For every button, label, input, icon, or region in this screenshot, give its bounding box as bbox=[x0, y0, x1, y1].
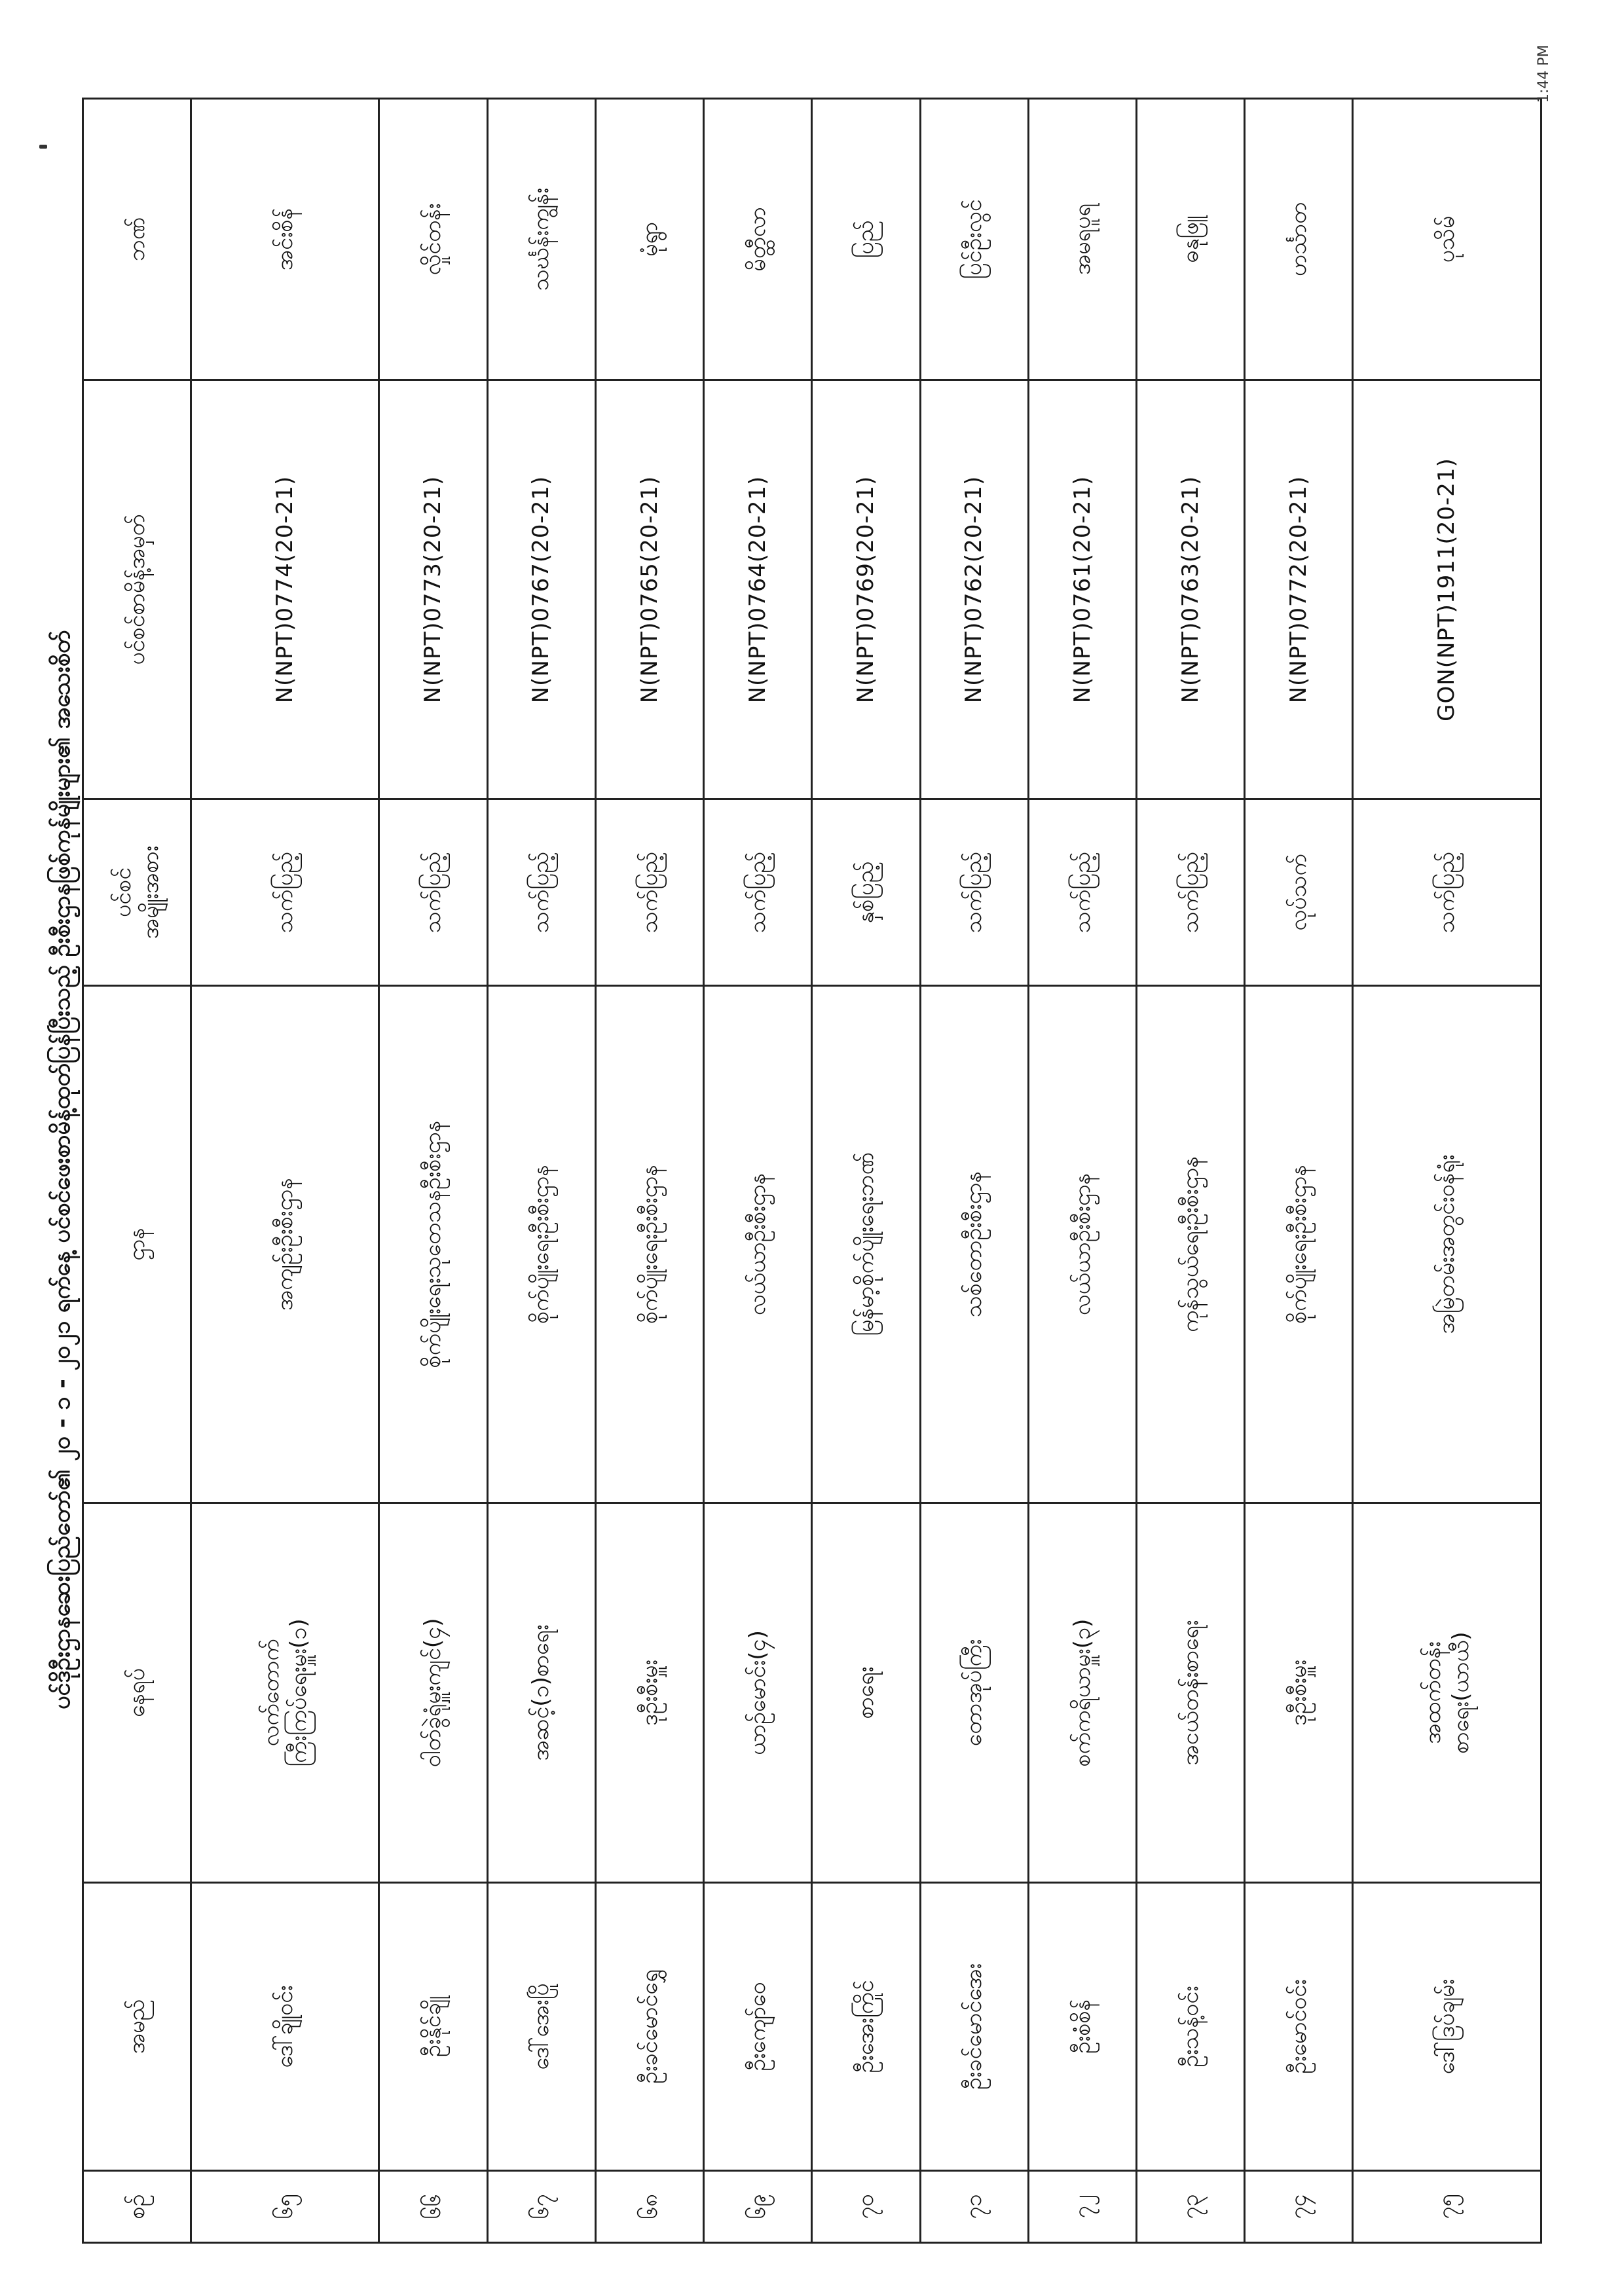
pension-type: သက်ပြည့် bbox=[1353, 799, 1541, 986]
row-number: ၇၅ bbox=[1353, 2171, 1541, 2243]
table-row bbox=[1028, 99, 1136, 2243]
department: အကျဉ်းဦးစီးဌာန bbox=[191, 986, 379, 1503]
table-body bbox=[191, 99, 1541, 2243]
header-row bbox=[83, 99, 191, 2243]
table-row bbox=[1137, 99, 1245, 2243]
department: လယ်ယာဦးစီးဌာန bbox=[704, 986, 812, 1503]
position: အထက်တန်း စာရေး(ယာယီ) bbox=[1353, 1503, 1541, 1883]
person-name: ဦးသန့်ဝင်း bbox=[1137, 1883, 1245, 2171]
bank-branch: ပြည် bbox=[812, 99, 920, 380]
pension-order-number: N(NPT)0762(20-21) bbox=[920, 380, 1028, 799]
bank-branch: ဟင်္သာတ bbox=[1245, 99, 1353, 380]
header-name: အမည် bbox=[83, 1883, 191, 2171]
position: ဝါတ်ခွဲရုံမှူးကျင်(၄) bbox=[379, 1503, 487, 1883]
pension-order-number: GON(NPT)1911(20-21) bbox=[1353, 380, 1541, 799]
row-number: ၆၈ bbox=[595, 2171, 703, 2243]
bank-branch: မိတ္ထီလာ bbox=[704, 99, 812, 380]
row-number: ၆၅ bbox=[191, 2171, 379, 2243]
position: ယာဉ်မောင်း(၄) bbox=[704, 1503, 812, 1883]
pension-order-number: N(NPT)0772(20-21) bbox=[1245, 380, 1353, 799]
row-number: ၇၂ bbox=[1028, 2171, 1136, 2243]
row-number: ၇၃ bbox=[1137, 2171, 1245, 2243]
pension-order-number: N(NPT)0767(20-21) bbox=[487, 380, 595, 799]
pension-type: သက်ပြည့် bbox=[920, 799, 1028, 986]
department: စိုက်ပျိုးရေးဦးစီးဌာန bbox=[487, 986, 595, 1503]
table-row bbox=[1245, 99, 1353, 2243]
header-bank: ဘဏ် bbox=[83, 99, 191, 380]
department: စိုက်ပျိုးရေးဦးစီးဌာန bbox=[595, 986, 703, 1503]
pension-order-number: N(NPT)0773(20-21) bbox=[379, 380, 487, 799]
table-row bbox=[595, 99, 703, 2243]
person-name: ဒေါ်ချိုဝင်း bbox=[191, 1883, 379, 2171]
person-name: ဦးခင်မောင်ရွှေ bbox=[595, 1883, 703, 2171]
bank-branch: ပုသိမ် bbox=[1353, 99, 1541, 380]
table-row bbox=[1353, 99, 1541, 2243]
department: စိုက်ပျိုးရေးဦးစီးဌာန bbox=[1245, 986, 1353, 1503]
header-no: စဉ် bbox=[83, 2171, 191, 2243]
position: အဆင့်(၁)စာရေး bbox=[487, 1503, 595, 1883]
header-type: ပင်စင် အမျိုးအစား bbox=[83, 799, 191, 986]
table-row bbox=[920, 99, 1028, 2243]
pension-order-number: N(NPT)0764(20-21) bbox=[704, 380, 812, 799]
position: ဒုဦးစီးမှူး bbox=[595, 1503, 703, 1883]
pension-type: သက်ပြည့် bbox=[487, 799, 595, 986]
position: လက်တောက် ကြီးကြပ်ရေးမှူး(၁) bbox=[191, 1503, 379, 1883]
bank-branch: ဓနုဖြူ bbox=[1137, 99, 1245, 380]
row-number: ၇၁ bbox=[920, 2171, 1028, 2243]
pension-order-number: N(NPT)0774(20-21) bbox=[191, 380, 379, 799]
bank-branch: လှိုင်တန်း bbox=[379, 99, 487, 380]
pension-type: သက်ပြည့် bbox=[1137, 799, 1245, 986]
department: အမြဲတမ်းအတွင်းဝန်ရုံး bbox=[1353, 986, 1541, 1503]
department: မြန်မာ့စိုက်ပျိုးရေးဘဏ် bbox=[812, 986, 920, 1503]
pension-order-number: N(NPT)0761(20-21) bbox=[1028, 380, 1136, 799]
table-row bbox=[812, 99, 920, 2243]
bank-branch: အင်းစိန် bbox=[191, 99, 379, 380]
pension-order-number: N(NPT)0763(20-21) bbox=[1137, 380, 1245, 799]
person-name: ဦးကျော်ဝေ bbox=[704, 1883, 812, 2171]
pension-type: လုပ်သက် bbox=[1245, 799, 1353, 986]
position: အငယ်တန်းစာရေး bbox=[1137, 1503, 1245, 1883]
row-number: ၆၆ bbox=[379, 2171, 487, 2243]
pension-type: သက်ပြည့် bbox=[191, 799, 379, 986]
print-timestamp: 1:44 PM bbox=[1536, 45, 1552, 103]
department: သစ်တောဦးစီးဌာန bbox=[920, 986, 1028, 1503]
department: ကုန်သွယ်ရေးဦးစီးဌာန bbox=[1137, 986, 1245, 1503]
person-name: ဒေါ်အေးပြို bbox=[487, 1883, 595, 2171]
scan-mark bbox=[39, 145, 47, 149]
position: စက်ကရိယာမှူး(၃) bbox=[1028, 1503, 1136, 1883]
person-name: ဦးအေးကြိုင် bbox=[812, 1883, 920, 2171]
pension-type: နှစ်ပြည့် bbox=[812, 799, 920, 986]
bank-branch: ပြင်ဦးလွင် bbox=[920, 99, 1028, 380]
pension-type: သက်ပြည့် bbox=[704, 799, 812, 986]
pension-table bbox=[82, 98, 1542, 2244]
position: ဒုဦးစီးမှူး bbox=[1245, 1503, 1353, 1883]
person-name: ဦးမောင်ဝင်း bbox=[1245, 1883, 1353, 2171]
header-license: ပင်စင်စာမိန့်အမှတ် bbox=[83, 380, 191, 799]
table-row bbox=[704, 99, 812, 2243]
department: လယ်ယာဦးစီးဌာန bbox=[1028, 986, 1136, 1503]
position: စာရေး bbox=[812, 1503, 920, 1883]
pension-type: သက်ပြည့် bbox=[1028, 799, 1136, 986]
table-row bbox=[379, 99, 487, 2243]
row-number: ၆၉ bbox=[704, 2171, 812, 2243]
row-number: ၇၀ bbox=[812, 2171, 920, 2243]
page-title: ပင်ဒိုဦးဌာနဆေးပြည်တော်၏ ၂၀ - ၁ - ၂၀၂၁ ရက်နေ့ ပင်စင်ဖေးစာမိန့်ထုတ်ပြန်ပြီးသည့် ဦးစီးဌာနဖြစ်ကုန်မျိုးများ၏ အသေးစိတ် bbox=[48, 630, 75, 1710]
person-name: ဦးစံစိန် bbox=[1028, 1883, 1136, 2171]
position: တောအုပ်ကြီး bbox=[920, 1503, 1028, 1883]
pension-type: သက်ပြည့် bbox=[379, 799, 487, 986]
person-name: ဦးခင်မောင်အေး bbox=[920, 1883, 1028, 2171]
header-department: ဌာန bbox=[83, 986, 191, 1503]
bank-branch: အမရပူရ bbox=[1028, 99, 1136, 380]
header-address: နေရပ် bbox=[83, 1503, 191, 1883]
row-number: ၆၇ bbox=[487, 2171, 595, 2243]
table-row bbox=[191, 99, 379, 2243]
table-row bbox=[487, 99, 595, 2243]
pension-order-number: N(NPT)0769(20-21) bbox=[812, 380, 920, 799]
bank-branch: သင်္ဃန်းကျွန်း bbox=[487, 99, 595, 380]
person-name: ဦးနိုင်ချို bbox=[379, 1883, 487, 2171]
pension-order-number: N(NPT)0765(20-21) bbox=[595, 380, 703, 799]
pension-type: သက်ပြည့် bbox=[595, 799, 703, 986]
bank-branch: မုံရွာ bbox=[595, 99, 703, 380]
row-number: ၇၄ bbox=[1245, 2171, 1353, 2243]
person-name: ဒေါ်ဒြပ်ချမ်း bbox=[1353, 1883, 1541, 2171]
department: စိုက်ပျိုးရေးသုတေသနဦးစီးဌာန bbox=[379, 986, 487, 1503]
